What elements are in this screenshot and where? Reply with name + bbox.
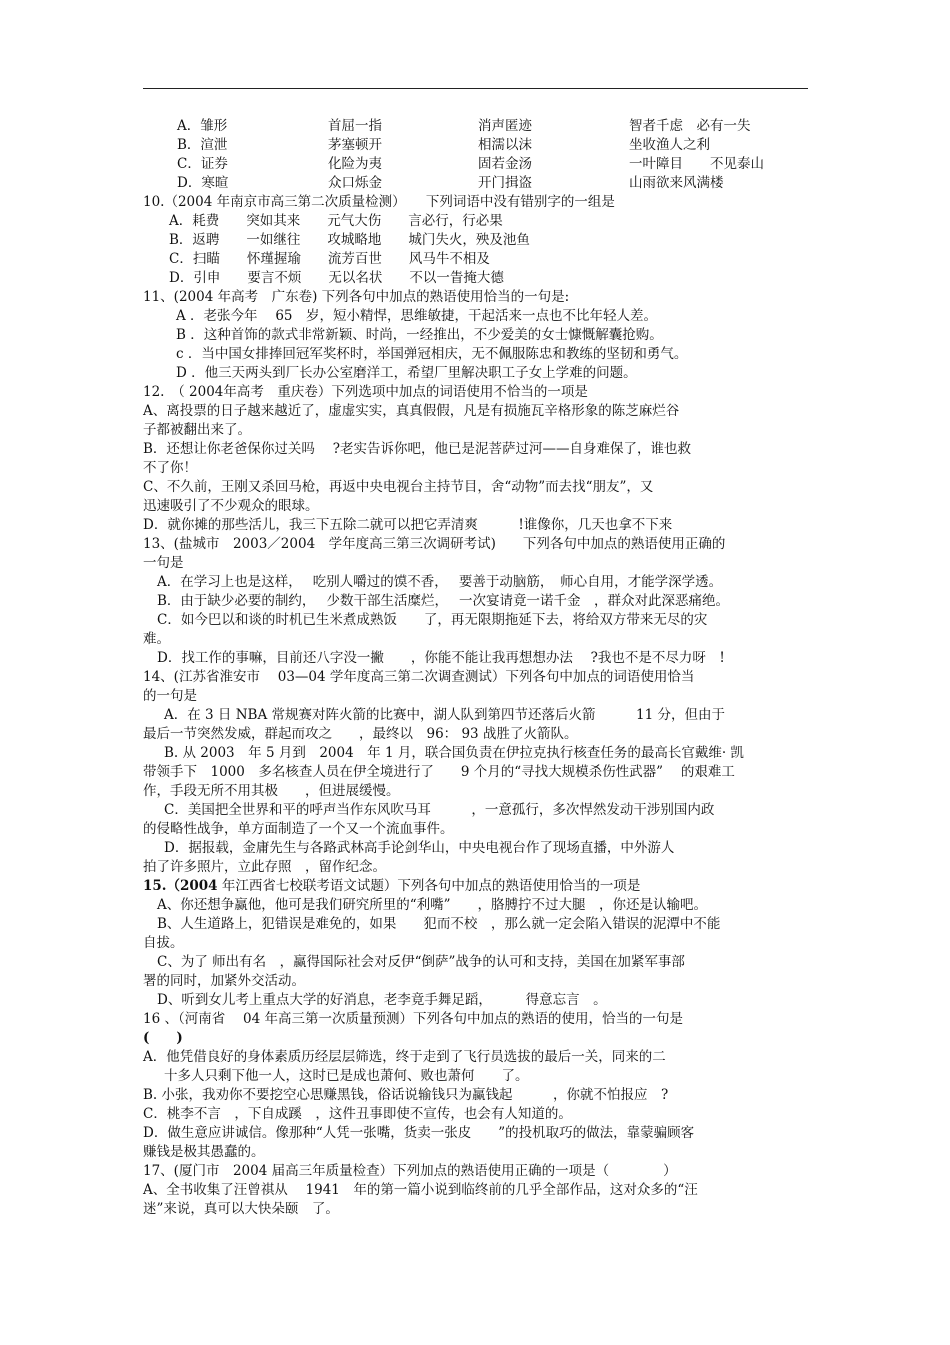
line-text: 年江西省七校联考语文试题）下列各句中加点的熟语使用恰当的一项是 bbox=[217, 878, 641, 894]
text-line: C．如今巴以和谈的时机已生米煮成熟饭 了，再无限期拖延下去，将给双方带来无尽的灾 bbox=[157, 612, 708, 628]
option-cell: 众口烁金 bbox=[328, 175, 382, 191]
header-rule bbox=[143, 88, 808, 89]
text-line: A、离投票的日子越来越近了，虚虚实实，真真假假，凡是有损施瓦辛格形象的陈芝麻烂谷 bbox=[143, 403, 680, 419]
text-line: 迷”来说，真可以大快朵颐 了。 bbox=[143, 1201, 339, 1217]
text-line: 拍了许多照片，立此存照 ，留作纪念。 bbox=[143, 859, 386, 875]
text-line: A．在学习上也是这样， 吃别人嚼过的馍不香， 要善于动脑筋， 师心自用，才能学深学透。 bbox=[157, 574, 723, 590]
text-line: 13、(盐城市 2003／2004 学年度高三第三次调研考试) 下列各句中加点的熟语使用正确的 bbox=[143, 536, 726, 552]
text-line: D．引申 要言不烦 无以名状 不以一眚掩大德 bbox=[169, 270, 504, 286]
text-line: 作，手段无所不用其极 ，但进展缓慢。 bbox=[143, 783, 400, 799]
text-line: C．美国把全世界和平的呼声当作东风吹马耳 ，一意孤行，多次悍然发动干涉别国内政 bbox=[164, 802, 715, 818]
text-line: B．返聘 一如继往 攻城略地 城门失火，殃及池鱼 bbox=[169, 232, 530, 248]
text-line: A．耗费 突如其来 元气大伤 言必行，行必果 bbox=[169, 213, 503, 229]
text-line: D、听到女儿考上重点大学的好消息，老李竟手舞足蹈， 得意忘言 。 bbox=[157, 992, 607, 1008]
option-cell: 一叶障目 不见泰山 bbox=[629, 156, 764, 172]
text-line: B ．这种首饰的款式非常新颖、时尚，一经推出，不少爱美的女士慷慨解囊抢购。 bbox=[176, 327, 663, 343]
text-line: B、人生道路上，犯错误是难免的，如果 犯而不校 ，那么就一定会陷入错误的泥潭中不能 bbox=[157, 916, 721, 932]
option-cell: 茅塞顿开 bbox=[328, 137, 382, 153]
text-line: D．据报载，金庸先生与各路武林高手论剑华山，中央电视台作了现场直播，中外游人 bbox=[164, 840, 675, 856]
text-line: 最后一节突然发威，群起而攻之 ，最终以 96： 93 战胜了火箭队。 bbox=[143, 726, 578, 742]
text-line: 14、(江苏省淮安市 03—04 学年度高三第二次调查测试）下列各句中加点的词语使用恰当 bbox=[143, 669, 695, 685]
option-cell: C．证券 bbox=[177, 156, 228, 172]
text-line: 难。 bbox=[143, 631, 170, 647]
text-line: 赚钱是极其愚蠢的。 bbox=[143, 1144, 265, 1160]
option-cell: 相濡以沫 bbox=[478, 137, 532, 153]
text-line: 不了你！ bbox=[143, 460, 197, 476]
text-line: 一句是 bbox=[143, 555, 184, 571]
text-line: C．桃李不言 ，下自成蹊 ，这件丑事即使不宣传，也会有人知道的。 bbox=[143, 1106, 572, 1122]
option-cell: 坐收渔人之利 bbox=[629, 137, 710, 153]
text-line: D ．他三天两头到厂长办公室磨洋工，希望厂里解决职工子女上学难的问题。 bbox=[176, 365, 637, 381]
text-line: D．做生意应讲诚信。像那种“人凭一张嘴，货卖一张皮 ”的投机取巧的做法，靠蒙骗顾客 bbox=[143, 1125, 695, 1141]
text-line: A．在 3 日 NBA 常规赛对阵火箭的比赛中，湖人队到第四节还落后火箭 11 分，但由于 bbox=[164, 707, 725, 723]
text-line: C．扫瞄 怀瑾握瑜 流芳百世 风马牛不相及 bbox=[169, 251, 490, 267]
text-line: B. 小张，我劝你不要挖空心思赚黑钱，俗话说输钱只为赢钱起 ，你就不怕报应 ? bbox=[143, 1087, 669, 1103]
option-cell: 首屈一指 bbox=[328, 118, 382, 134]
text-line: A ．老张今年 65 岁，短小精悍，思维敏捷，干起活来一点也不比年轻人差。 bbox=[176, 308, 658, 324]
q9-options-table bbox=[143, 117, 811, 193]
text-line: 的侵略性战争，单方面制造了一个又一个流血事件。 bbox=[143, 821, 454, 837]
text-line: 12. （ 2004年高考 重庆卷）下列选项中加点的词语使用不恰当的一项是 bbox=[143, 384, 588, 400]
option-cell: 山雨欲来风满楼 bbox=[629, 175, 724, 191]
text-line: c ．当中国女排捧回冠军奖杯时，举国弹冠相庆，无不佩服陈忠和教练的坚韧和勇气。 bbox=[176, 346, 688, 362]
text-line: B. 从 2003 年 5 月到 2004 年 1 月，联合国负责在伊拉克执行核查任务的最高长官戴维· 凯 bbox=[164, 745, 744, 761]
text-line: 17、(厦门市 2004 届高三年质量检查）下列加点的熟语使用正确的一项是（ ） bbox=[143, 1163, 677, 1179]
option-cell: 固若金汤 bbox=[478, 156, 532, 172]
option-cell: B．渲泄 bbox=[177, 137, 228, 153]
q9-option-row-b bbox=[143, 136, 811, 155]
option-cell: D．寒暄 bbox=[177, 175, 229, 191]
option-cell: 化险为夷 bbox=[328, 156, 382, 172]
text-line: A、你还想争赢他，他可是我们研究所里的“利嘴” ，胳膊拧不过大腿 ，你还是认输吧。 bbox=[157, 897, 708, 913]
text-line: C、为了 师出有名 ，赢得国际社会对反伊“倒萨”战争的认可和支持，美国在加紧军事部 bbox=[157, 954, 685, 970]
option-cell: 消声匿迹 bbox=[478, 118, 532, 134]
text-line: C、不久前，王刚又杀回马枪，再返中央电视台主持节目，舍“动物”而去找“朋友”，又 bbox=[143, 479, 654, 495]
option-cell: A．雏形 bbox=[177, 118, 228, 134]
bold-prefix: 15.（2004 bbox=[143, 878, 218, 894]
text-line: D．找工作的事嘛，目前还八字没一撇 ，你能不能让我再想想办法 ?我也不是不尽力呀 ! bbox=[157, 650, 725, 666]
text-line: 11、(2004 年高考 广东卷) 下列各句中加点的熟语使用恰当的一句是: bbox=[143, 289, 570, 305]
option-cell: 开门揖盗 bbox=[478, 175, 532, 191]
text-line bbox=[143, 877, 811, 896]
text-line: A．他凭借良好的身体素质历经层层筛选，终于走到了飞行员选拔的最后一关，同来的二 bbox=[143, 1049, 666, 1065]
text-line: B．还想让你老爸保你过关吗 ?老实告诉你吧，他已是泥菩萨过河——自身难保了，谁也救 bbox=[143, 441, 691, 457]
text-line: D．就你摊的那些活儿，我三下五除二就可以把它弄清爽 !谁像你，几天也拿不下来 bbox=[143, 517, 673, 533]
text-line: 署的同时，加紧外交活动。 bbox=[143, 973, 305, 989]
text-line: 10.（2004 年南京市高三第二次质量检测） 下列词语中没有错别字的一组是 bbox=[143, 194, 615, 210]
q9-option-row-c bbox=[143, 155, 811, 174]
text-line: 带领手下 1000 多名核查人员在伊全境进行了 9 个月的“寻找大规模杀伤性武器” 的艰难工 bbox=[143, 764, 735, 780]
text-line: 16 、（河南省 04 年高三第一次质量预测）下列各句中加点的熟语的使用，恰当的一句是 bbox=[143, 1011, 683, 1027]
text-line: 子都被翻出来了。 bbox=[143, 422, 251, 438]
bold-prefix: ( ) bbox=[143, 1030, 183, 1046]
q9-option-row-d bbox=[143, 174, 811, 193]
option-cell: 智者千虑 必有一失 bbox=[629, 118, 751, 134]
text-line: 的一句是 bbox=[143, 688, 197, 704]
exam-content bbox=[143, 117, 811, 1219]
text-line: 自拔。 bbox=[143, 935, 184, 951]
text-line: B．由于缺少必要的制约， 少数干部生活糜烂， 一次宴请竟一诺千金 ，群众对此深恶痛绝。 bbox=[157, 593, 730, 609]
question-lines bbox=[143, 193, 811, 1219]
text-line: 迅速吸引了不少观众的眼球。 bbox=[143, 498, 319, 514]
q9-option-row-a bbox=[143, 117, 811, 136]
text-line: A、全书收集了汪曾祺从 1941 年的第一篇小说到临终前的几乎全部作品，这对众多的“汪 bbox=[143, 1182, 698, 1198]
text-line bbox=[143, 1029, 811, 1048]
text-line: 十多人只剩下他一人，这时已是成也萧何、败也萧何 了。 bbox=[164, 1068, 529, 1084]
